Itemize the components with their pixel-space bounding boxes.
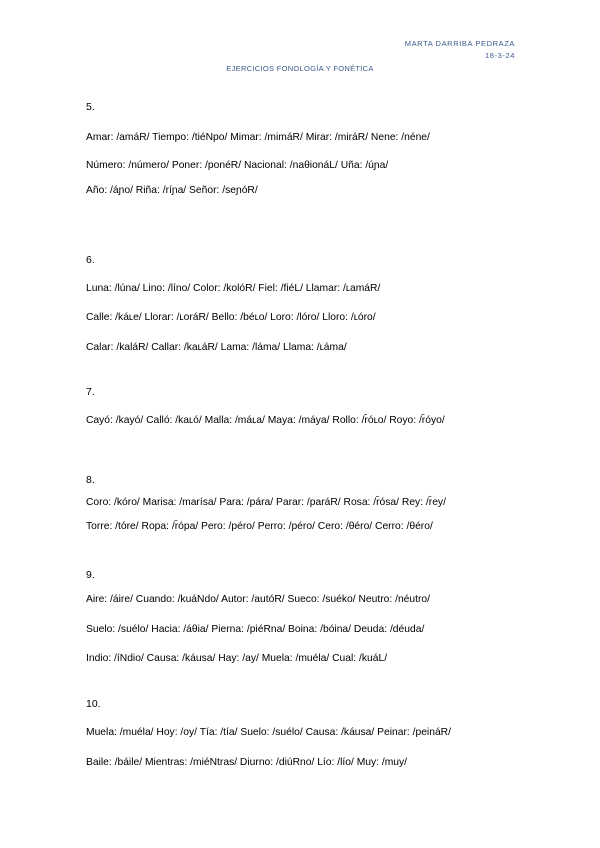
exercise-line: Coro: /kóro/ Marisa: /marísa/ Para: /pára/ Parar: /paráR/ Rosa: /r̄ósa/ Rey: /r̄ey/ [86, 497, 446, 508]
exercise-line: Luna: /lúna/ Lino: /líno/ Color: /kolóR/ Fiel: /fiéL/ Llamar: /ʟamáR/ [86, 283, 381, 294]
exercise-number: 10. [86, 698, 101, 710]
exercise-line: Año: /áɲo/ Riña: /ríɲa/ Señor: /seɲóR/ [86, 185, 258, 196]
exercise-line: Torre: /tóre/ Ropa: /r̄ópa/ Pero: /péro/ Perro: /péro/ Cero: /θéro/ Cerro: /θéro/ [86, 521, 433, 532]
exercise-line: Indio: /íNdio/ Causa: /káusa/ Hay: /ay/ Muela: /muéla/ Cual: /kuáL/ [86, 653, 388, 664]
exercise-line: Calar: /kaláR/ Callar: /kaʟáR/ Lama: /láma/ Llama: /ʟáma/ [86, 342, 347, 353]
document-date: 18-3-24 [484, 51, 515, 60]
document-title: EJERCICIOS FONOLOGÍA Y FONÉTICA [226, 64, 374, 73]
exercise-number: 5. [86, 101, 95, 113]
exercise-number: 8. [86, 474, 95, 486]
exercise-line: Muela: /muéla/ Hoy: /oy/ Tía: /tía/ Suelo: /suélo/ Causa: /káusa/ Peinar: /peináR/ [86, 727, 451, 738]
exercise-line: Cayó: /kayó/ Calló: /kaʟó/ Malla: /máʟa/ Maya: /máya/ Rollo: /r̄óʟo/ Royo: /r̄óyo/ [86, 415, 445, 426]
author-name: MARTA DARRIBA PEDRAZA [404, 39, 515, 48]
exercise-number: 9. [86, 569, 95, 581]
exercise-line: Número: /número/ Poner: /ponéR/ Nacional: /naθionáL/ Uña: /úɲa/ [86, 160, 389, 171]
exercise-line: Suelo: /suélo/ Hacia: /áθia/ Pierna: /piéRna/ Boina: /bóina/ Deuda: /déuda/ [86, 624, 425, 635]
author-block [405, 38, 515, 62]
exercise-number: 6. [86, 254, 95, 266]
exercise-line: Baile: /báile/ Mientras: /miéNtras/ Diurno: /diúRno/ Lío: /lío/ Muy: /muy/ [86, 757, 408, 768]
exercise-line: Aire: /áire/ Cuando: /kuáNdo/ Autor: /autóR/ Sueco: /suéko/ Neutro: /néutro/ [86, 594, 430, 605]
exercise-line: Amar: /amáR/ Tiempo: /tiéNpo/ Mimar: /mimáR/ Mirar: /miráR/ Nene: /néne/ [86, 132, 430, 143]
exercise-line: Calle: /káʟe/ Llorar: /ʟoráR/ Bello: /béʟo/ Loro: /lóro/ Lloro: /ʟóro/ [86, 312, 376, 323]
exercise-number: 7. [86, 386, 95, 398]
